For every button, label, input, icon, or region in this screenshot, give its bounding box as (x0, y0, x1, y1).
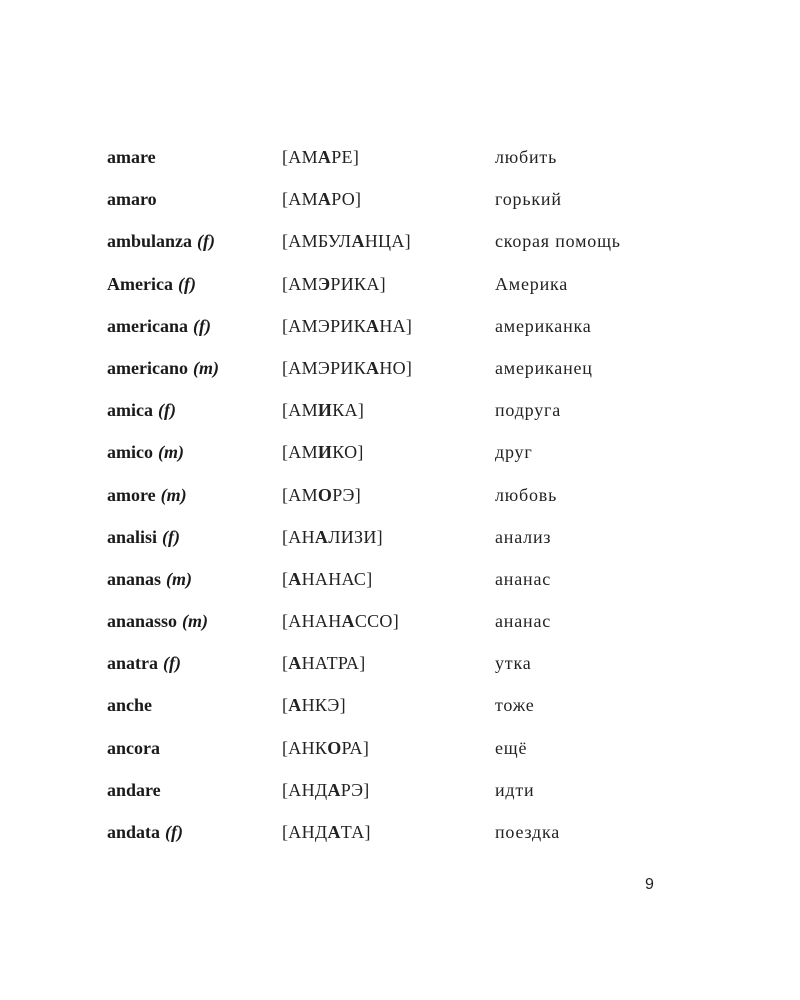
gender-marker: (f) (163, 653, 181, 674)
word-text: andata (107, 822, 161, 842)
pronunciation (282, 232, 411, 250)
italian-word (107, 823, 183, 841)
russian-translation: американка (495, 315, 592, 336)
pronunciation-end: ЛИЗИ] (328, 526, 383, 547)
russian-translation: любовь (495, 484, 558, 505)
list-item (107, 520, 707, 562)
list-item (107, 182, 707, 224)
pronunciation-end: НАТРА] (301, 653, 366, 674)
pronunciation (282, 739, 369, 757)
pronunciation (282, 190, 361, 208)
gender-marker: (f) (177, 273, 196, 294)
pronunciation-start: [ (282, 568, 289, 589)
word-text: amica (107, 400, 153, 421)
italian-word (107, 232, 215, 250)
pronunciation-end: ТА] (340, 822, 371, 842)
list-item (107, 351, 707, 393)
pronunciation-start: [АМЭРИК (282, 357, 366, 378)
pronunciation (282, 401, 364, 419)
pronunciation-end: КО] (332, 442, 364, 463)
word-text: andare (107, 779, 161, 800)
pronunciation-start: [АМ (282, 273, 318, 294)
word-text: analisi (107, 526, 158, 547)
russian-translation: друг (495, 442, 533, 463)
pronunciation-end: РО] (331, 189, 362, 210)
pronunciation (282, 612, 399, 630)
list-item (107, 478, 707, 520)
stressed-vowel: А (288, 653, 302, 674)
pronunciation (282, 317, 412, 335)
pronunciation-start: [АНАН (282, 611, 342, 632)
word-text: amaro (107, 189, 157, 210)
stressed-vowel: А (327, 822, 341, 842)
pronunciation (282, 696, 346, 714)
stressed-vowel: А (341, 611, 355, 632)
stressed-vowel: А (366, 315, 380, 336)
russian-translation: любить (495, 147, 558, 167)
italian-word (107, 570, 192, 588)
pronunciation-end: РЭ] (340, 779, 370, 800)
russian-translation: поездка (495, 822, 561, 842)
pronunciation (282, 359, 412, 377)
stressed-vowel: О (327, 737, 342, 758)
pronunciation-start: [АН (282, 526, 315, 547)
list-item (107, 393, 707, 435)
gender-marker: (m) (160, 484, 187, 505)
word-text: ananas (107, 568, 162, 589)
italian-word (107, 317, 211, 335)
italian-word (107, 528, 180, 546)
list-item (107, 604, 707, 646)
pronunciation-start: [АНК (282, 737, 328, 758)
stressed-vowel: А (366, 357, 380, 378)
list-item (107, 224, 707, 266)
italian-word (107, 486, 187, 504)
pronunciation (282, 486, 361, 504)
italian-word (107, 696, 152, 714)
gender-marker: (f) (162, 526, 181, 547)
italian-word (107, 781, 161, 799)
pronunciation-end: НА] (379, 315, 413, 336)
stressed-vowel: А (327, 779, 341, 800)
pronunciation-start: [АНД (282, 822, 328, 842)
pronunciation (282, 275, 386, 293)
russian-translation: анализ (495, 526, 552, 547)
stressed-vowel: А (317, 147, 332, 167)
russian-translation: утка (495, 653, 532, 674)
word-text: ambulanza (107, 231, 193, 252)
pronunciation-end: РА] (341, 737, 370, 758)
gender-marker: (f) (192, 315, 211, 336)
russian-translation: ананас (495, 611, 552, 632)
russian-translation: горький (495, 189, 562, 210)
pronunciation (282, 528, 383, 546)
pronunciation (282, 570, 373, 588)
italian-word (107, 401, 176, 419)
russian-translation: идти (495, 779, 535, 800)
word-text: anatra (107, 653, 158, 674)
pronunciation-end: ССО] (354, 611, 400, 632)
list-item (107, 435, 707, 477)
pronunciation-start: [ (282, 653, 289, 674)
pronunciation (282, 781, 370, 799)
pronunciation (282, 654, 366, 672)
list-item (107, 731, 707, 773)
gender-marker: (m) (166, 568, 193, 589)
stressed-vowel: А (288, 568, 302, 589)
list-item (107, 773, 707, 815)
pronunciation (282, 148, 359, 166)
list-item (107, 815, 707, 857)
stressed-vowel: Э (317, 273, 331, 294)
list-item (107, 267, 707, 309)
italian-word (107, 359, 219, 377)
word-text: ananasso (107, 611, 178, 632)
word-text: americano (107, 357, 188, 378)
pronunciation-end: НАНАС] (301, 568, 373, 589)
word-text: americana (107, 315, 188, 336)
italian-word (107, 654, 181, 672)
italian-word (107, 190, 157, 208)
pronunciation (282, 823, 371, 841)
list-item (107, 562, 707, 604)
pronunciation (282, 443, 364, 461)
italian-word (107, 739, 160, 757)
pronunciation-start: [АМЭРИК (282, 315, 366, 336)
gender-marker: (m) (182, 611, 209, 632)
list-item (107, 688, 707, 730)
russian-translation: скорая помощь (495, 231, 621, 252)
pronunciation-end: НЦА] (364, 231, 411, 252)
word-text: amico (107, 442, 153, 463)
word-text: amore (107, 484, 156, 505)
pronunciation-start: [АМ (282, 147, 318, 167)
gender-marker: (f) (197, 231, 216, 252)
gender-marker: (m) (192, 357, 219, 378)
pronunciation-start: [АМ (282, 484, 318, 505)
pronunciation-end: РЭ] (332, 484, 362, 505)
stressed-vowel: А (288, 695, 302, 716)
word-text: ancora (107, 737, 160, 758)
word-text: America (107, 273, 173, 294)
list-item (107, 646, 707, 688)
russian-translation: подруга (495, 400, 562, 421)
pronunciation-start: [ (282, 695, 289, 716)
russian-translation: Америка (495, 273, 569, 294)
list-item (107, 309, 707, 351)
pronunciation-end: НО] (379, 357, 413, 378)
gender-marker: (f) (157, 400, 176, 421)
stressed-vowel: А (317, 189, 332, 210)
pronunciation-end: КА] (332, 400, 365, 421)
gender-marker: (f) (165, 822, 183, 842)
gender-marker: (m) (157, 442, 184, 463)
stressed-vowel: А (351, 231, 365, 252)
italian-word (107, 275, 196, 293)
pronunciation-start: [АНД (282, 779, 328, 800)
stressed-vowel: И (317, 400, 333, 421)
stressed-vowel: А (314, 526, 329, 547)
list-item (107, 140, 707, 182)
italian-word (107, 612, 208, 630)
pronunciation-start: [АМ (282, 442, 318, 463)
italian-word (107, 148, 156, 166)
pronunciation-start: [АМБУЛ (282, 231, 352, 252)
page-number: 9 (645, 876, 654, 893)
russian-translation: тоже (495, 695, 535, 716)
word-text: anche (107, 695, 152, 716)
word-text: amare (107, 147, 156, 167)
russian-translation: американец (495, 357, 593, 378)
pronunciation-end: РЕ] (331, 147, 360, 167)
entry-list (107, 140, 707, 857)
russian-translation: ананас (495, 568, 552, 589)
stressed-vowel: О (317, 484, 333, 505)
pronunciation-end: РИКА] (330, 273, 386, 294)
stressed-vowel: И (317, 442, 333, 463)
pronunciation-start: [АМ (282, 400, 318, 421)
pronunciation-start: [АМ (282, 189, 318, 210)
russian-translation: ещё (495, 737, 528, 758)
italian-word (107, 443, 184, 461)
pronunciation-end: НКЭ] (301, 695, 346, 716)
